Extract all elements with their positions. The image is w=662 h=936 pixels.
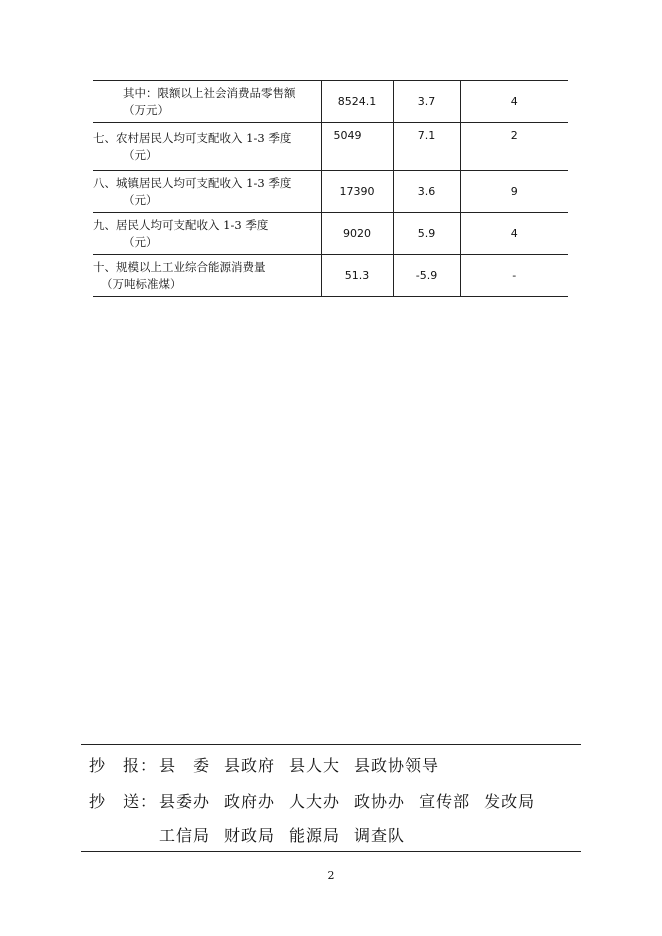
indicator-label: 八、城镇居民人均可支配收入 1-3 季度 （元）	[93, 171, 321, 213]
table-row	[93, 171, 568, 213]
growth-cell: 5.9	[393, 213, 460, 255]
table-row	[93, 123, 568, 171]
rank-cell: -	[460, 255, 568, 297]
value-cell: 9020	[321, 213, 393, 255]
report-label: 抄 报：	[89, 756, 158, 775]
distribution-block	[81, 744, 581, 852]
send-line	[89, 789, 549, 812]
rank-cell: 2	[460, 123, 568, 171]
indicator-label: 十、规模以上工业综合能源消费量 （万吨标准煤）	[93, 255, 321, 297]
recipient: 发改局	[484, 792, 536, 811]
table-row	[93, 81, 568, 123]
rank-cell: 9	[460, 171, 568, 213]
recipient: 调查队	[354, 826, 406, 845]
table-row	[93, 213, 568, 255]
recipient: 人大办	[289, 792, 341, 811]
send-line-continued	[159, 823, 419, 846]
growth-cell: -5.9	[393, 255, 460, 297]
recipient: 县政府	[224, 756, 276, 775]
indicator-label: 其中：限额以上社会消费品零售额 （万元）	[93, 81, 321, 123]
recipient: 财政局	[224, 826, 276, 845]
table-row	[93, 255, 568, 297]
recipient: 政府办	[224, 792, 276, 811]
recipient: 县人大	[289, 756, 341, 775]
recipient: 能源局	[289, 826, 341, 845]
value-cell: 51.3	[321, 255, 393, 297]
value-cell: 5049	[321, 123, 393, 171]
value-cell: 8524.1	[321, 81, 393, 123]
recipient: 县政协领导	[354, 756, 440, 775]
recipient: 县 委	[159, 756, 211, 775]
recipient: 县委办	[159, 792, 211, 811]
growth-cell: 7.1	[393, 123, 460, 171]
growth-cell: 3.6	[393, 171, 460, 213]
rank-cell: 4	[460, 81, 568, 123]
recipient: 工信局	[159, 826, 211, 845]
report-line	[89, 753, 453, 776]
rank-cell: 4	[460, 213, 568, 255]
page-number: 2	[327, 869, 335, 882]
indicator-label: 七、农村居民人均可支配收入 1-3 季度 （元）	[93, 123, 321, 171]
growth-cell: 3.7	[393, 81, 460, 123]
indicator-label: 九、居民人均可支配收入 1-3 季度 （元）	[93, 213, 321, 255]
value-cell: 17390	[321, 171, 393, 213]
send-label: 抄 送：	[89, 792, 158, 811]
recipient: 宣传部	[419, 792, 471, 811]
recipient: 政协办	[354, 792, 406, 811]
statistics-table	[93, 80, 568, 297]
